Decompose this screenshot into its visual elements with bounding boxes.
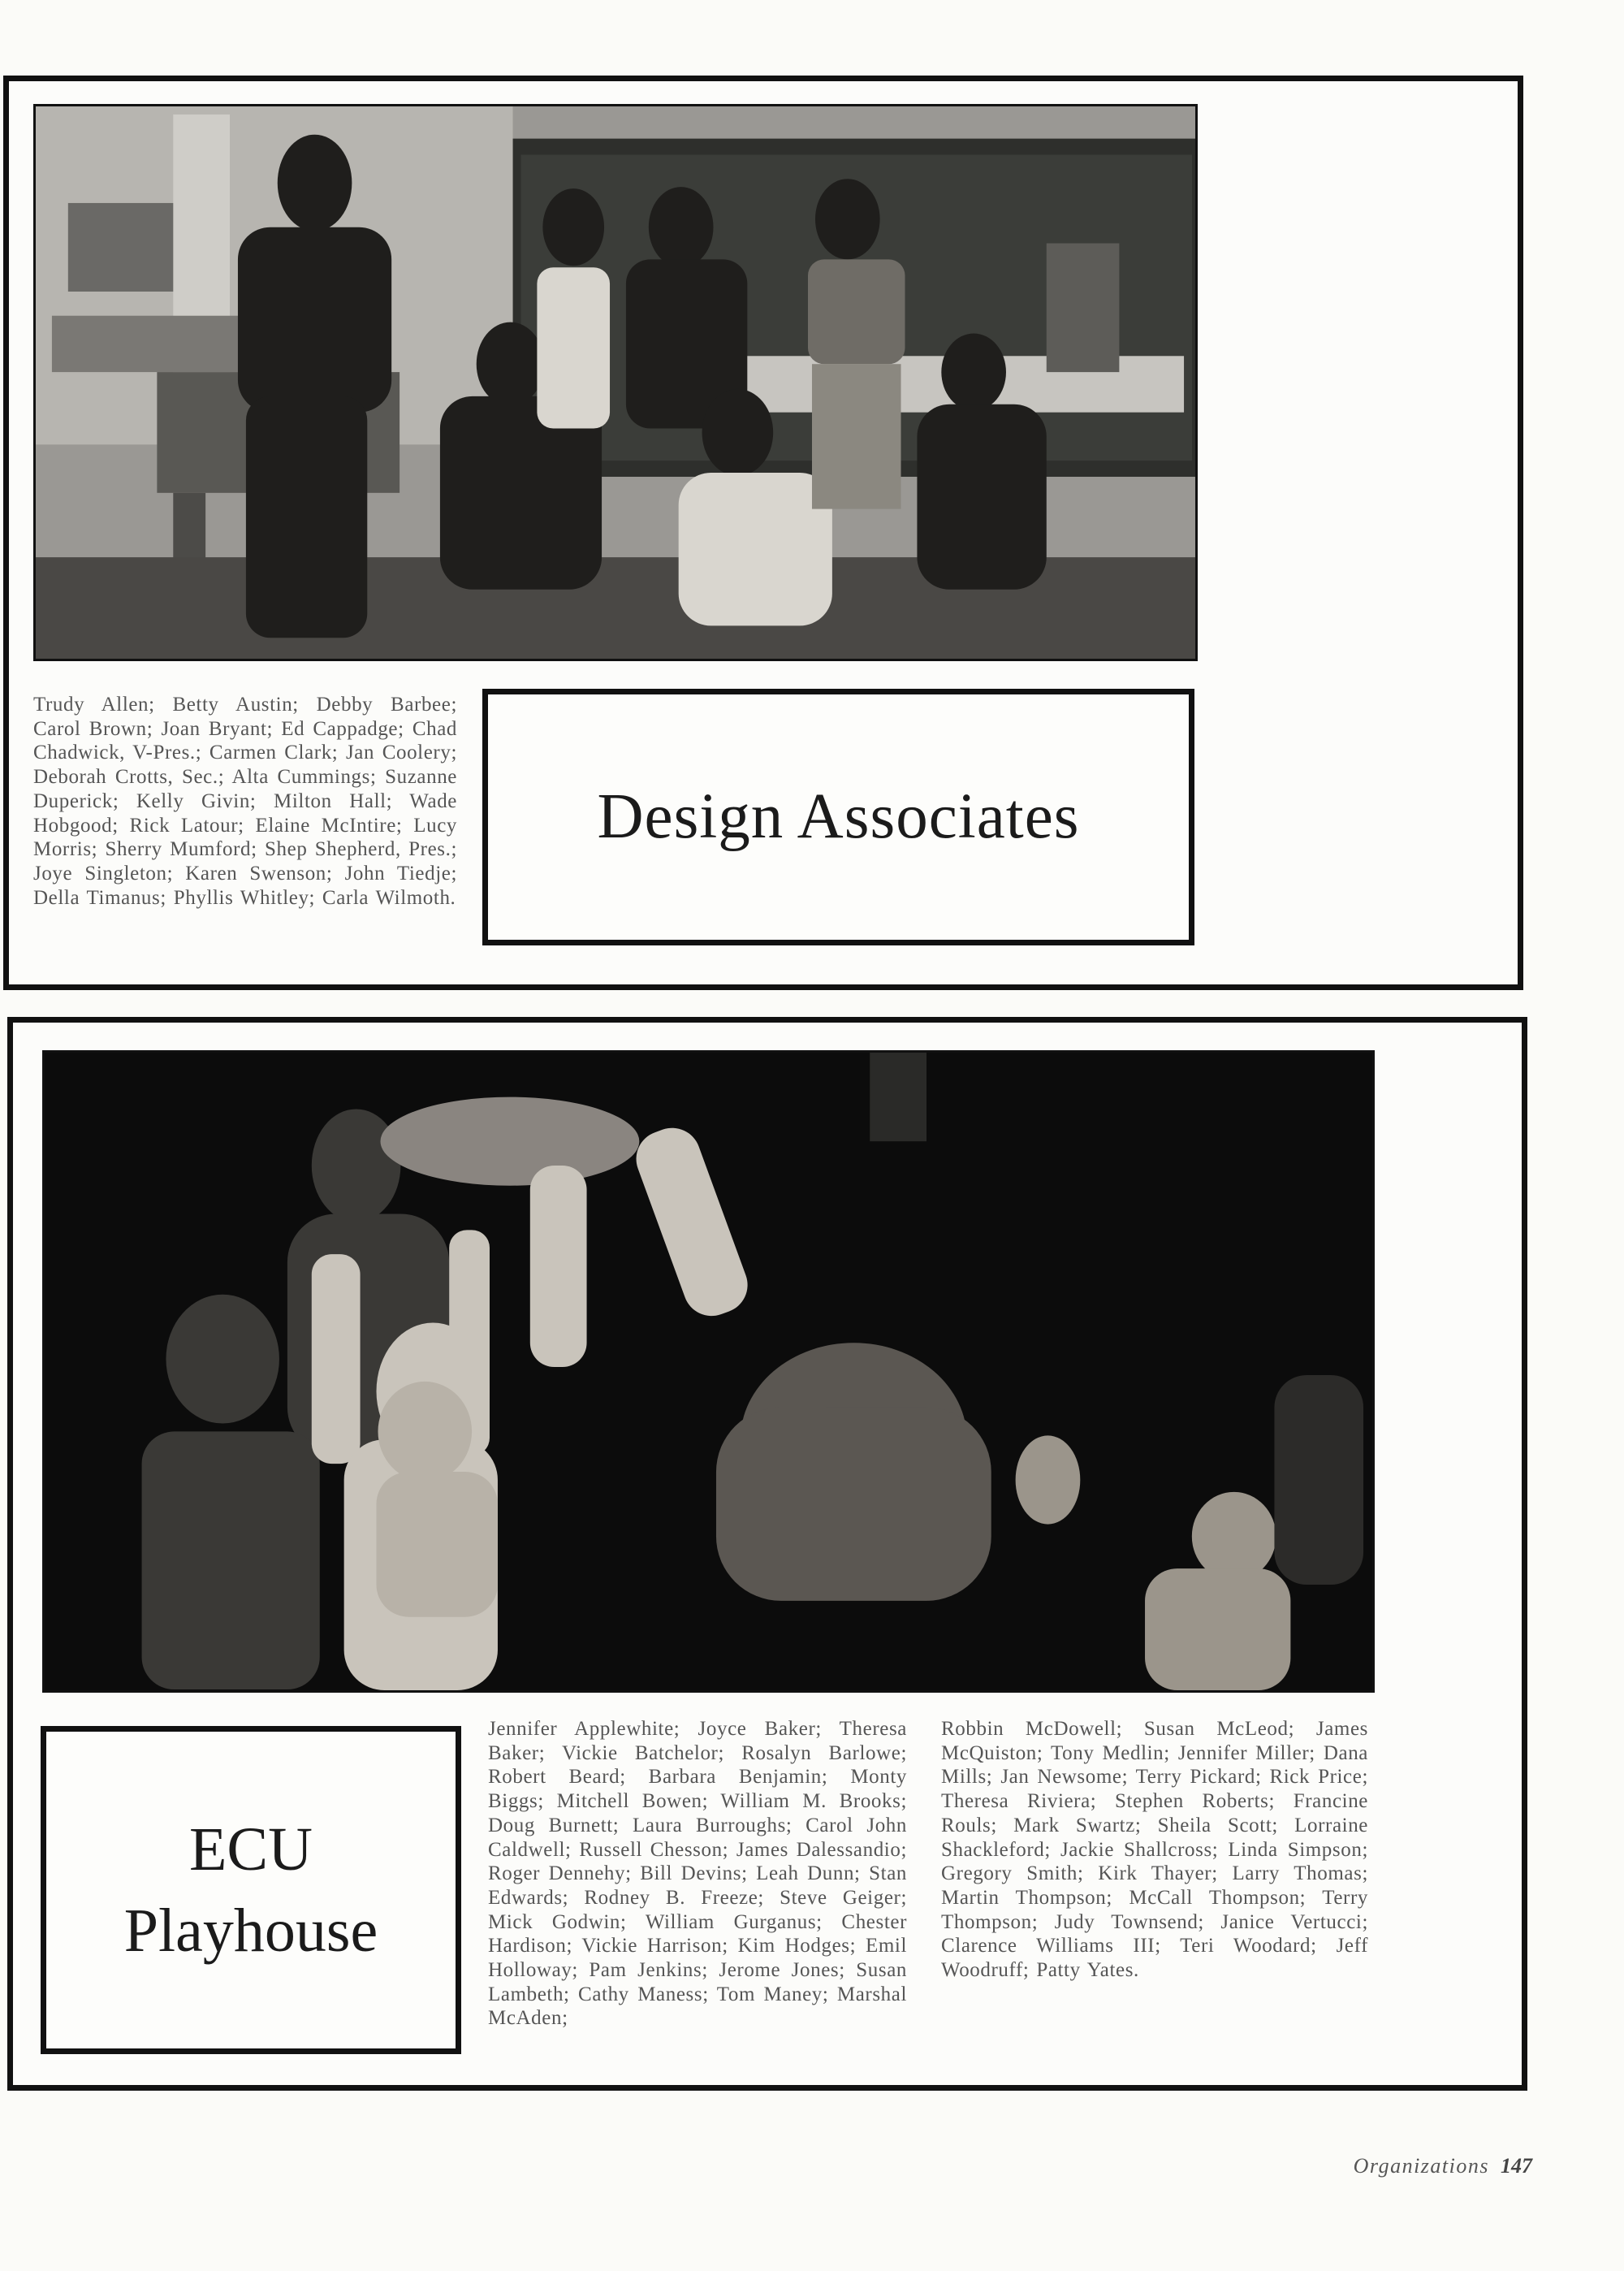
design-associates-member-list: Trudy Allen; Betty Austin; Debby Barbee; Carol Brown; Joan Bryant; Ed Cappadge; Chad Chadwick, V-Pres.; Carmen Clark; Jan Coolery; Deborah Crotts, Sec.; Alta Cummings; Suzanne Duperick; Kelly Givin; Milton Hall; Wade Hobgood; Rick Latour; Elaine McIntire; Lucy Morris; Sherry Mumford; Shep Shepherd, Pres.; Joye Singleton; Karen Swenson; John Tiedje; Della Timanus; Phyllis Whitley; Carla Wilmoth.: [33, 694, 457, 909]
ecu-playhouse-title-line2: Playhouse: [123, 1897, 378, 1965]
design-associates-title: Design Associates: [597, 781, 1080, 852]
ecu-playhouse-title-line1: ECU: [189, 1815, 313, 1884]
design-associates-photo: [33, 104, 1198, 661]
ecu-playhouse-member-list-col1: Jennifer Applewhite; Joyce Baker; Theresa Baker; Vickie Batchelor; Rosalyn Barlowe; Robert Beard; Barbara Benjamin; Monty Biggs; Mitchell Bowen; William M. Brooks; Doug Burnett; Laura Burroughs; Carol John Caldwell; Russell Chesson; James Dalessandio; Roger Dennehy; Bill Devins; Leah Dunn; Stan Edwards; Rodney B. Freeze; Steve Geiger; Mick Godwin; William Gurganus; Chester Hardison; Vickie Harrison; Kim Hodges; Emil Holloway; Pam Jenkins; Jerome Jones; Susan Lambeth; Cathy Maness; Tom Maney; Marshal McAden;: [488, 1718, 907, 2030]
footer-section-name: Organizations: [1353, 2154, 1489, 2178]
page-footer: [1354, 2154, 1532, 2178]
ecu-playhouse-member-list-col2: Robbin McDowell; Susan McLeod; James McQuiston; Tony Medlin; Jennifer Miller; Dana Mills; Jan Newsome; Terry Pickard; Rick Price; Theresa Riviera; Stephen Roberts; Francine Rouls; Mark Swartz; Sheila Scott; Lorraine Shackleford; Jackie Shallcross; Linda Simpson; Gregory Smith; Kirk Thayer; Larry Thomas; Martin Thompson; McCall Thompson; Terry Thompson; Judy Townsend; Janice Vertucci; Clarence Williams III; Teri Woodard; Jeff Woodruff; Patty Yates.: [941, 1718, 1368, 1982]
design-associates-title-box: [482, 689, 1194, 945]
page-number: 147: [1501, 2154, 1532, 2178]
ecu-playhouse-photo: [42, 1050, 1375, 1693]
ecu-playhouse-title-box: [41, 1726, 461, 2054]
